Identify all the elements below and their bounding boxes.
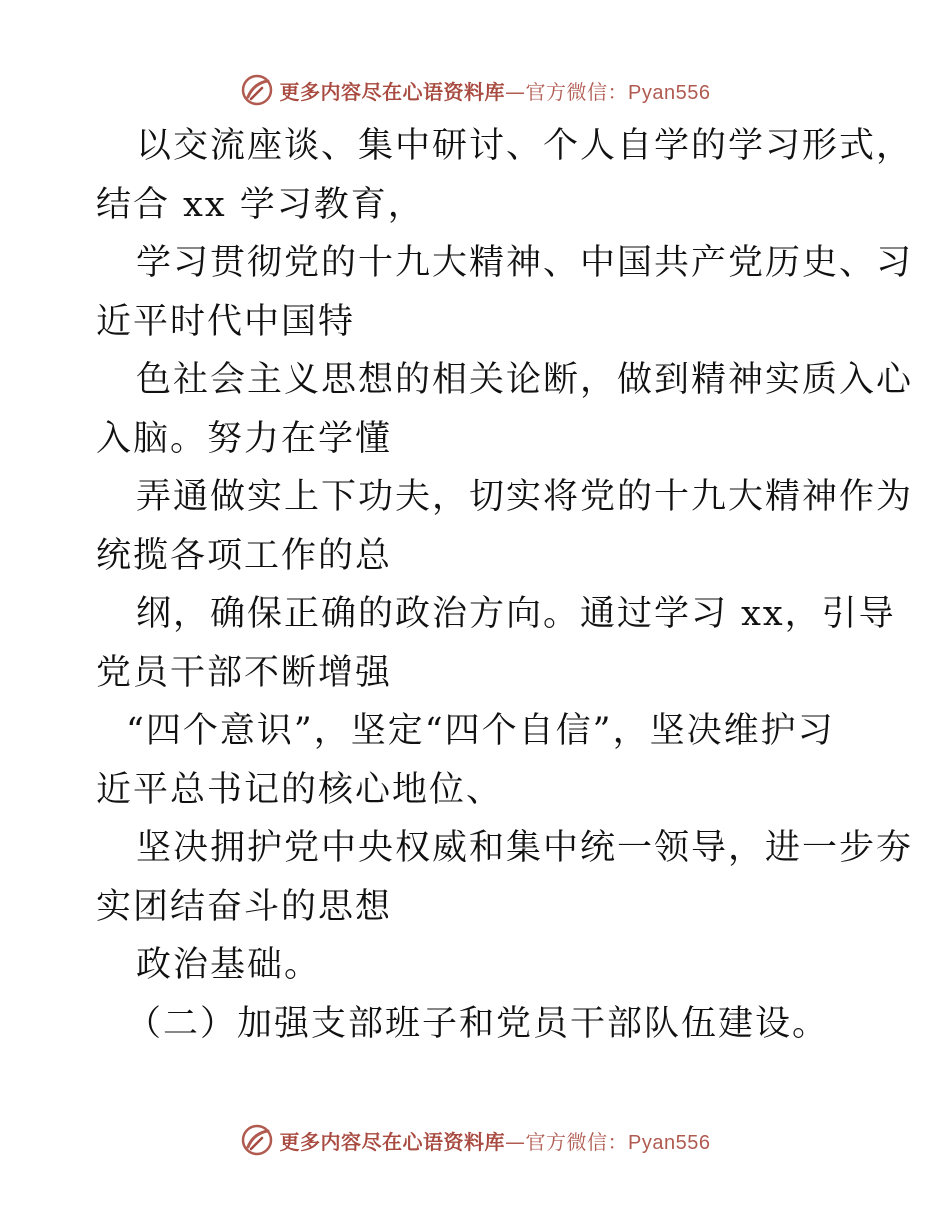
header-watermark-id: Pyan556 bbox=[628, 81, 711, 104]
header-watermark-main: 更多内容尽在心语资料库 bbox=[279, 79, 506, 104]
header-watermark-separator: — bbox=[505, 79, 526, 104]
document-body bbox=[96, 117, 914, 1053]
text-line: 党员干部不断增强 bbox=[96, 652, 393, 693]
text-line: 入脑。努力在学懂 bbox=[96, 418, 393, 459]
text-line: 弄通做实上下功夫，切实将党的十九大精神作为 bbox=[136, 477, 914, 517]
footer-watermark bbox=[0, 1120, 950, 1160]
text-line: 统揽各项工作的总 bbox=[96, 535, 393, 576]
text-line: 近平总书记的核心地位、 bbox=[96, 769, 504, 810]
text-line: 政治基础。 bbox=[136, 945, 322, 985]
footer-watermark-text bbox=[280, 1126, 711, 1155]
text-line: 坚决拥护党中央权威和集中统一领导，进一步夯 bbox=[136, 828, 914, 868]
text-line: 近平时代中国特 bbox=[96, 301, 356, 342]
text-line: 实团结奋斗的思想 bbox=[96, 886, 393, 927]
footer-watermark-tail: 官方微信： bbox=[525, 1129, 629, 1154]
section-heading: （二）加强支部班子和党员干部队伍建设。 bbox=[126, 1003, 830, 1044]
text-line: 以交流座谈、集中研讨、个人自学的学习形式， bbox=[136, 126, 914, 166]
footer-watermark-separator: — bbox=[505, 1129, 526, 1154]
pen-circle-logo-icon bbox=[240, 73, 274, 107]
text-line: 色社会主义思想的相关论断，做到精神实质入心 bbox=[136, 360, 914, 400]
text-line: “四个意识”，坚定“四个自信”，坚决维护习 bbox=[126, 711, 835, 751]
header-watermark-tail: 官方微信： bbox=[525, 79, 629, 104]
pen-circle-logo-icon bbox=[240, 1123, 274, 1157]
text-line: 学习贯彻党的十九大精神、中国共产党历史、习 bbox=[136, 243, 914, 283]
footer-watermark-id: Pyan556 bbox=[628, 1131, 711, 1154]
header-watermark-text bbox=[280, 76, 711, 105]
footer-watermark-main: 更多内容尽在心语资料库 bbox=[279, 1129, 506, 1154]
text-line: 纲，确保正确的政治方向。通过学习 xx，引导 bbox=[136, 594, 896, 634]
text-line: 结合 xx 学习教育， bbox=[96, 184, 425, 225]
header-watermark bbox=[0, 70, 950, 110]
